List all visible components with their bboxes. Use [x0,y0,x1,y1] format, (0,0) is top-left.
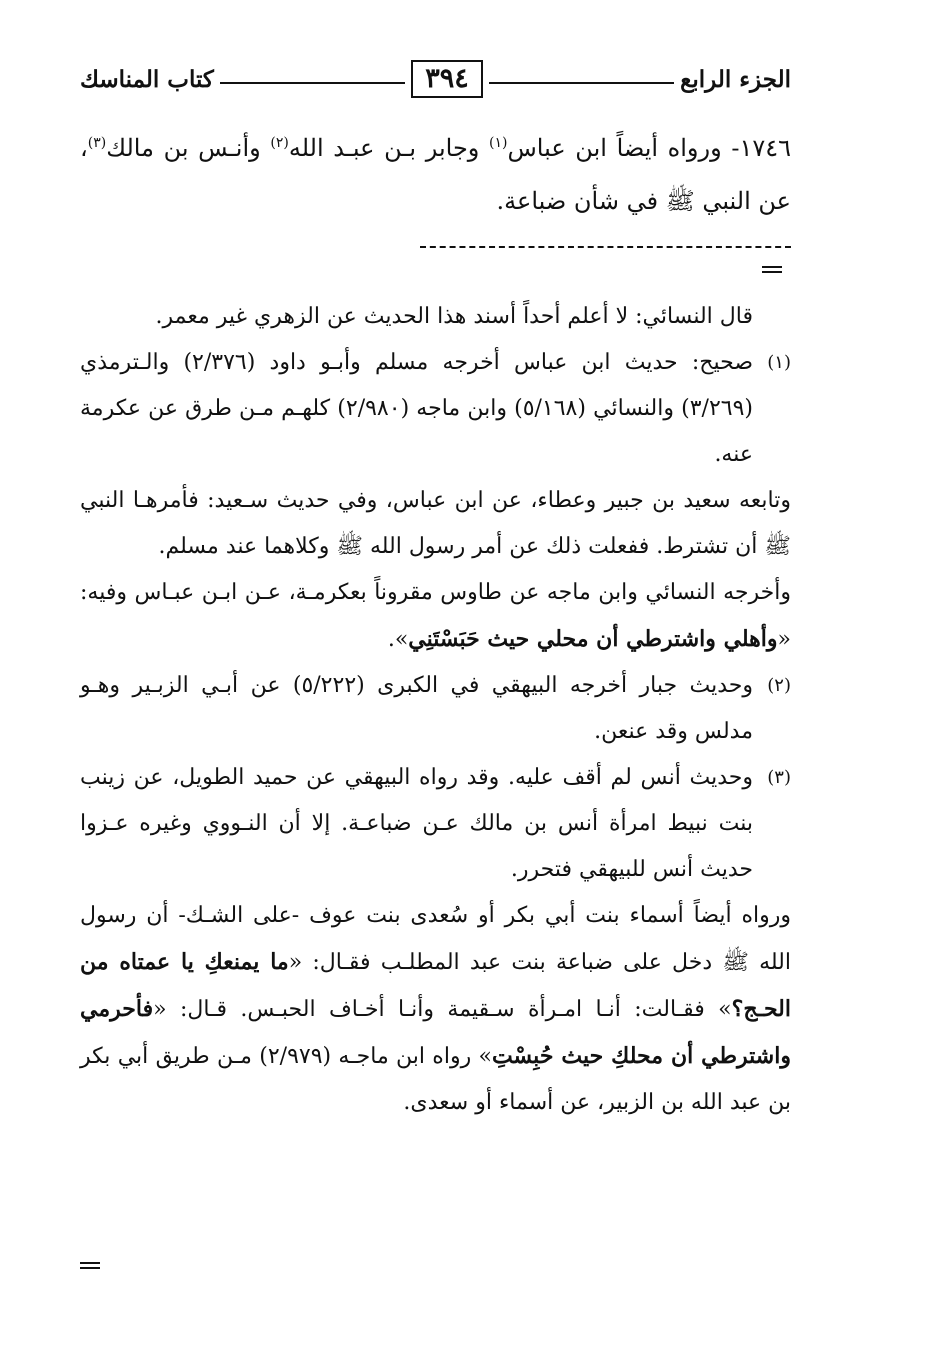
hadith-quote: ما يمنعكِ يا عمتاه من الحـج؟ [80,949,791,1022]
footnote-text: وحديث جبار أخرجه البيهقي في الكبرى (٥/٢٢٢) عن أبـي الزبـير وهـو مدلس وقد عنعن. [80,673,753,744]
footnote-separator [420,246,791,248]
footnote-1-para-2: وتابعه سعيد بن جبير وعطاء، عن ابن عباس، وفي حديث سـعيد: فأمرهـا النبي ﷺ أن تشترط. ففعلت ذلك عن أمر رسول الله ﷺ وكلاهما عند مسلم. [80,488,791,559]
nasai-remark: قال النسائي: لا أعلم أحداً أسند هذا الحديث عن الزهري غير معمر. [155,304,753,329]
continuation-mark [762,266,782,273]
hadith-text [80,122,791,228]
footnote-2 [80,663,791,755]
page-number: ٣٩٤ [411,60,483,98]
running-header [80,58,791,100]
header-rule-left [220,82,405,84]
footnote-number: (٢) [767,675,791,696]
footnote-ref-3: (٣) [87,135,107,151]
footnote-3-para-2: ورواه أيضاً أسماء بنت أبي بكر أو سُعدى بنت عوف -على الشـك- أن رسول الله ﷺ دخل على ضباعة بنت عبد المطلـب فقـال: «ما يمنعكِ يا عمتاه من الحـج؟» فقـالت: أنـا امـرأة سـقيمة وأنـا أخـاف الحبـس. قـال: «فأحرمي واشترطي أن محلكِ حيث حُبِسْتِ» رواه ابن ماجـه (٢/٩٧٩) مـن طريق أبي بكر بن عبد الله بن الزبير، عن أسماء أو سعدى. [80,903,791,1115]
hadith-quote: وأهلي واشترطي أن محلي حيث حَبَسْتَنِي [408,626,778,652]
footnote-3 [80,755,791,893]
footnote-1 [80,340,791,478]
header-rule-right [489,82,674,84]
footnote-text: صحيح: حديث ابن عباس أخرجه مسلم وأبـو داود (٢/٣٧٦) والـترمذي (٣/٢٦٩) والنسائي (٥/١٦٨) وابن ماجه (٢/٩٨٠) كلهـم مـن طرق عن عكرمة عنه. [80,350,754,467]
footnote-text: وحديث أنس لم أقف عليه. وقد رواه البيهقي عن حميد الطويل، عن زينب بنت نبيط امرأة أنس بن مالك عـن ضباعـة. إلا أن النـووي وغيره عـزوا حديث أنس للبيهقي فتحرر. [80,765,753,882]
footnote-number: (٣) [767,767,791,788]
hadith-quote: فأحرمي واشترطي أن محلكِ حيث حُبِسْتِ [80,996,791,1069]
footnote-number: (١) [767,352,791,373]
chapter-label: كتاب المناسك [79,65,214,93]
hadith-1746: ١٧٤٦- ورواه أيضاً ابن عباس$^{(١)}$ وجابر بـن عبـد الله$^{(٢)}$ وأنـس بن مالك$^{(٣)}$، عن النبي ﷺ في شأن ضباعة. [80,134,792,215]
footnote-ref-1: (١) [489,135,508,151]
footnote-1-para-3: وأخرجه النسائي وابن ماجه عن طاوس مقروناً بعكرمـة، عـن ابـن عبـاس وفيه: «وأهلي واشترطي أن محلي حيث حَبَسْتَنِي». [80,580,791,652]
continuation-mark [80,1262,100,1269]
volume-label: الجزء الرابع [680,65,791,93]
footnotes [80,294,791,1126]
footnote-ref-2: (٢) [270,135,289,151]
